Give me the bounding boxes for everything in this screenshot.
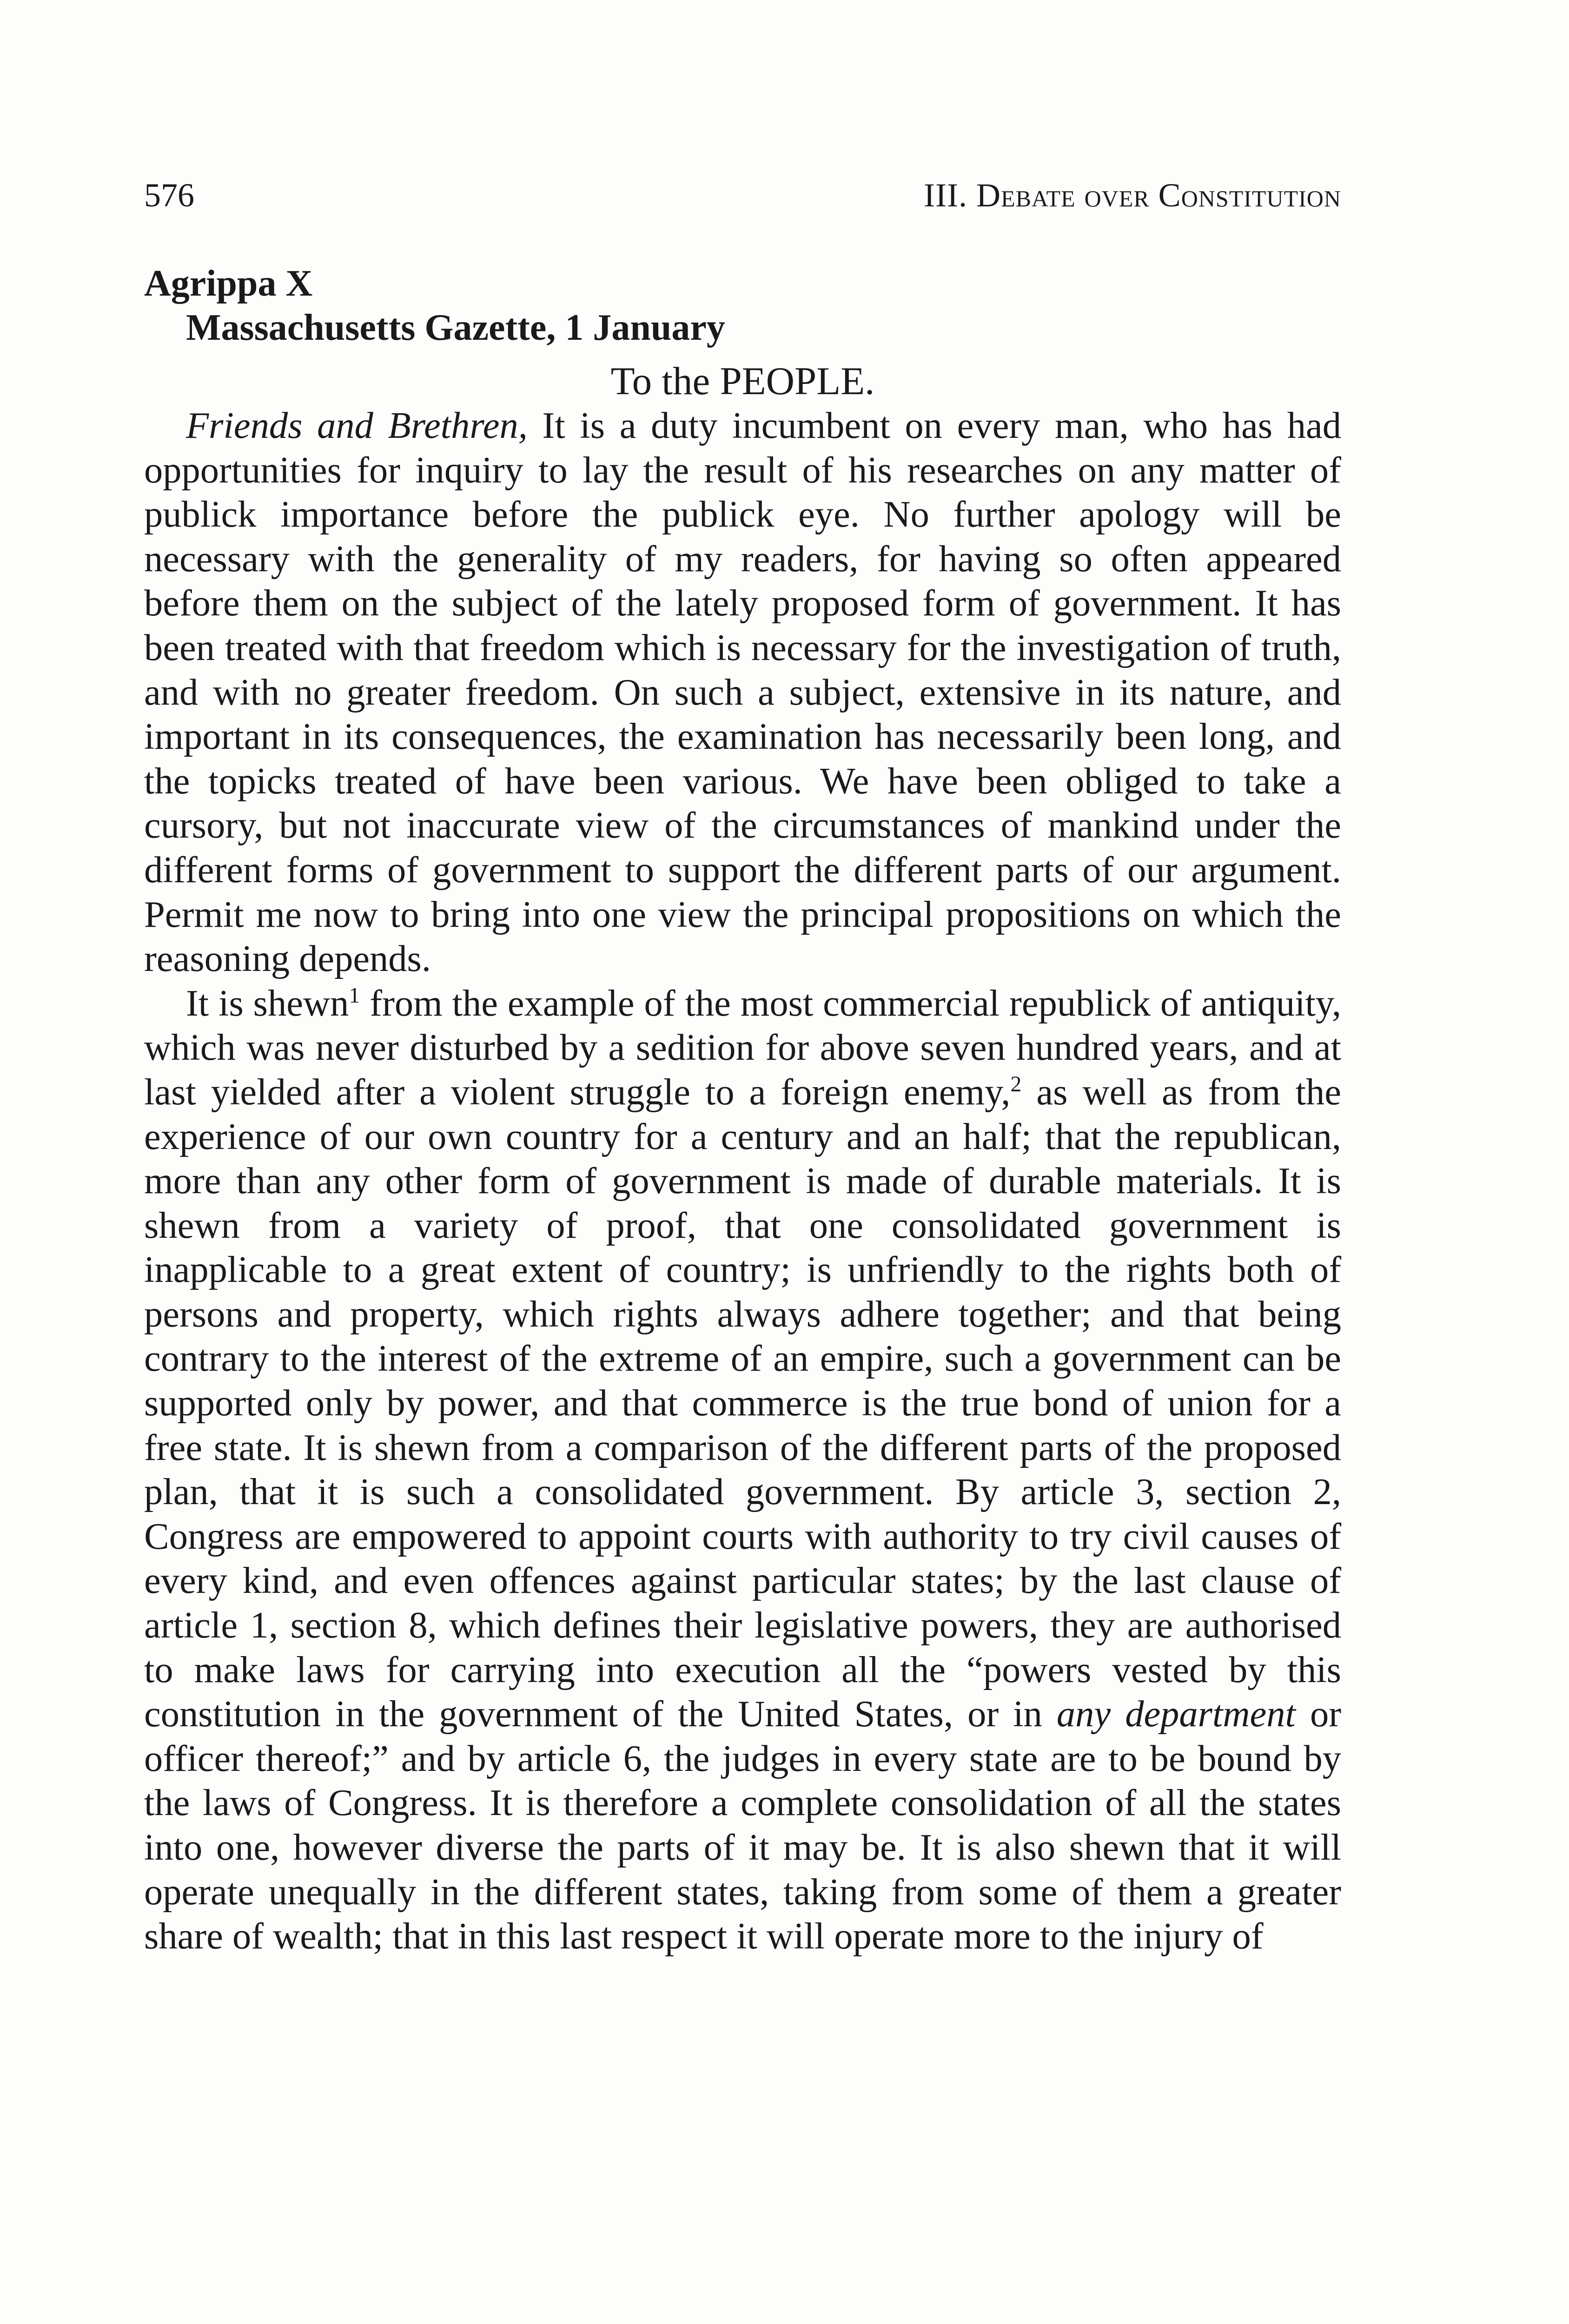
- paragraph-1-text: It is a duty incumbent on every man, who has had opportunities for inquiry to lay the result of his researches on any matter of publick importance before the publick eye. No further apology will be necessary with the generality of my readers, for having so often appeared before them on the subject of the lately proposed form of government. It has been treated with that freedom which is necessary for the investigation of truth, and with no greater freedom. On such a subject, extensive in its nature, and important in its consequences, the examination has necessarily been long, and the topicks treated of have been various. We have been obliged to take a cursory, but not inaccurate view of the circumstances of mankind under the different forms of government to support the different parts of our argument. Permit me now to bring into one view the principal propositions on which the reasoning depends.: [144, 405, 1341, 980]
- paragraph-2: [144, 981, 1341, 1959]
- paragraph-2-part-3: as well as from the experience of our own country for a century and an half; that the republican, more than any other form of government is made of durable materials. It is shewn from a variety of proof, that one consolidated government is inapplicable to a great extent of country; is unfriendly to the rights both of persons and property, which rights always adhere together; and that being contrary to the interest of the extreme of an empire, such a government can be supported only by power, and that commerce is the true bond of union for a free state. It is shewn from a comparison of the different parts of the proposed plan, that it is such a consolidated government. By article 3, section 2, Congress are empowered to appoint courts with authority to try civil causes of every kind, and even offences against particular states; by the last clause of article 1, section 8, which defines their legislative powers, they are authorised to make laws for carrying into execution all the “powers vested by this constitution in the government of the United States, or in: [144, 1071, 1341, 1735]
- salutation: To the PEOPLE.: [610, 359, 875, 403]
- footnote-ref-2: 2: [1010, 1072, 1022, 1097]
- paragraph-1-intro: Friends and Brethren,: [186, 405, 528, 446]
- paragraph-2-part-2: from the example of the most commercial republick of antiquity, which was never disturbed by a sedition for above seven hundred years, and at last yielded after a violent struggle to a foreign enemy,: [144, 982, 1341, 1113]
- article-author-heading: Agrippa X: [144, 263, 313, 304]
- footnote-ref-1: 1: [349, 983, 360, 1008]
- paragraph-2-part-1: It is shewn: [186, 982, 349, 1024]
- paragraph-2-italic-phrase: any department: [1056, 1693, 1296, 1735]
- body-text: [144, 403, 1341, 1959]
- page-number: 576: [144, 177, 194, 214]
- paragraph-2-part-4: or officer thereof;” and by article 6, the judges in every state are to be bound by the laws of Congress. It is therefore a complete consolidation of all the states into one, however diverse the parts of it may be. It is also shewn that it will operate unequally in the different states, taking from some of them a greater share of wealth; that in this last respect it will operate more to the injury of: [144, 1693, 1342, 1957]
- running-title: III. Debate over Constitution: [924, 177, 1341, 214]
- article-source-heading: Massachusetts Gazette, 1 January: [186, 307, 725, 348]
- running-head: [144, 167, 1341, 223]
- paragraph-1: [144, 403, 1341, 981]
